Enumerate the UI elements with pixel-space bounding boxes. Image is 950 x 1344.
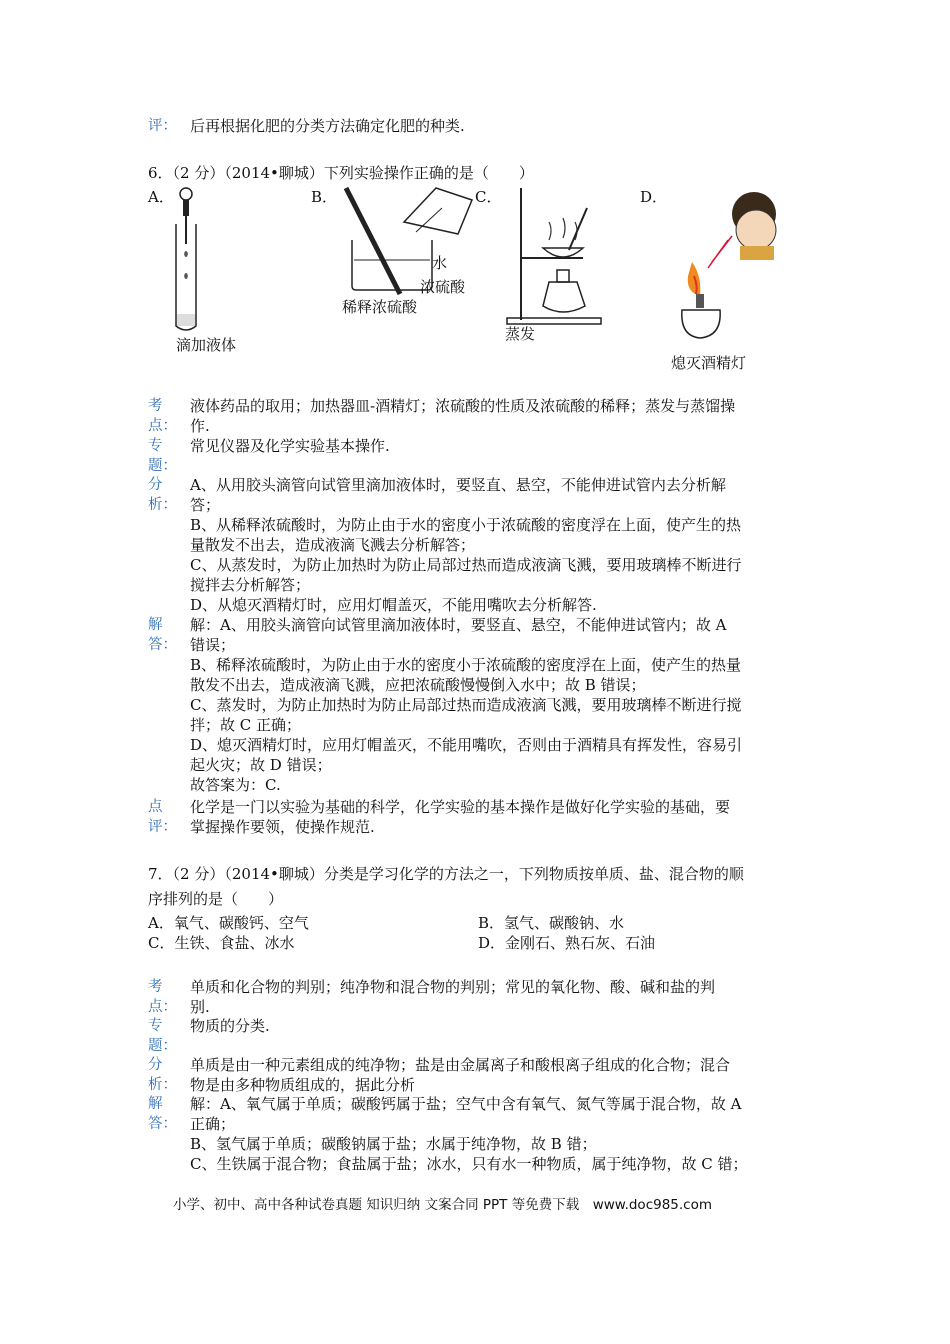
q6-fenxi-line: 搅拌去分析解答； (190, 576, 311, 594)
q6-fenxi-line: A、从用胶头滴管向试管里滴加液体时，要竖直、悬空，不能伸进试管内去分析解 (190, 476, 726, 494)
q6-dianping-line: 化学是一门以实验为基础的科学，化学实验的基本操作是做好化学实验的基础，要 (190, 798, 731, 816)
q6-jieda-label: 解答： (148, 617, 177, 653)
q6-option-b-letter: B． (311, 188, 338, 206)
q7-stem-line: 7．（2 分）（2014•聊城）分类是学习化学的方法之一，下列物质按单质、盐、混合物的顺 (148, 865, 744, 883)
q6-jieda-line: 散发不出去，造成液滴飞溅，应把浓硫酸慢慢倒入水中；故 B 错误； (190, 676, 646, 694)
q7-option-d: D．金刚石、熟石灰、石油 (478, 934, 656, 952)
q7-zhuanti-label: 专题： (148, 1018, 177, 1054)
dropper-testtube-figure (168, 186, 208, 336)
q6-fenxi-line: C、从蒸发时，为防止加热时为防止局部过热而造成液滴飞溅，要用玻璃棒不断进行 (190, 556, 742, 574)
figure-b-caption: 稀释浓硫酸 (342, 298, 418, 316)
q6-jieda-line: C、蒸发时，为防止加热时为防止局部过热而造成液滴飞溅，要用玻璃棒不断进行搅 (190, 696, 742, 714)
q6-fenxi-line: B、从稀释浓硫酸时，为防止由于水的密度小于浓硫酸的密度浮在上面，使产生的热 (190, 516, 742, 534)
q6-dianping-label: 点评： (148, 799, 177, 835)
q6-dianping-line: 掌握操作要领，使操作规范. (190, 818, 375, 836)
q6-kaodian-line: 作. (190, 417, 210, 435)
q7-jieda-line: C、生铁属于混合物；食盐属于盐；冰水，只有水一种物质，属于纯净物，故 C 错； (190, 1155, 748, 1173)
q7-stem-line: 序排列的是（ ） (148, 890, 284, 908)
q6-kaodian-line: 液体药品的取用；加热器皿-酒精灯；浓硫酸的性质及浓硫酸的稀释；蒸发与蒸馏操 (190, 397, 736, 415)
q6-jieda-line: B、稀释浓硫酸时，为防止由于水的密度小于浓硫酸的密度浮在上面，使产生的热量 (190, 656, 742, 674)
figure-c-caption: 蒸发 (505, 325, 536, 343)
q7-jieda-line: 正确； (190, 1115, 236, 1133)
acid-label: 浓硫酸 (420, 278, 466, 296)
q6-fenxi-line: D、从熄灭酒精灯时，应用灯帽盖灭，不能用嘴吹去分析解答. (190, 596, 597, 614)
figure-d-caption: 熄灭酒精灯 (671, 354, 747, 372)
q6-zhuanti-line: 常见仪器及化学实验基本操作. (190, 437, 390, 455)
q6-option-c-letter: C． (475, 188, 502, 206)
page-footer: 小学、初中、高中各种试卷真题 知识归纳 文案合同 PPT 等免费下载 www.doc985.com (173, 1197, 713, 1213)
q7-zhuanti-line: 物质的分类. (190, 1017, 270, 1035)
q7-kaodian-line: 别. (190, 998, 210, 1016)
water-label: 水 (432, 254, 448, 272)
q7-option-c: C．生铁、食盐、冰水 (148, 934, 295, 952)
figure-a-caption: 滴加液体 (176, 336, 237, 354)
q7-jieda-line: 解：A、氧气属于单质；碳酸钙属于盐；空气中含有氧气、氮气等属于混合物，故 A (190, 1095, 742, 1113)
q6-jieda-line: 解：A、用胶头滴管向试管里滴加液体时，要竖直、悬空，不能伸进试管内；故 A (190, 616, 727, 634)
q7-jieda-line: B、氢气属于单质；碳酸钠属于盐；水属于纯净物，故 B 错； (190, 1135, 597, 1153)
q6-option-d-letter: D． (640, 188, 668, 206)
comment-label: 评： (148, 118, 177, 134)
q6-kaodian-label: 考点： (148, 398, 177, 434)
q7-kaodian-line: 单质和化合物的判别；纯净物和混合物的判别；常见的氧化物、酸、碱和盐的判 (190, 978, 716, 996)
q6-fenxi-line: 量散发不出去，造成液滴飞溅去分析解答； (190, 536, 476, 554)
blow-out-lamp-figure (672, 186, 782, 346)
q6-jieda-line: 起火灾；故 D 错误； (190, 756, 332, 774)
q6-stem: 6．（2 分）（2014•聊城）下列实验操作正确的是（ ） (148, 164, 534, 182)
comment-text: 后再根据化肥的分类方法确定化肥的种类. (190, 117, 465, 135)
q7-fenxi-label: 分析： (148, 1057, 177, 1093)
q6-jieda-line: D、熄灭酒精灯时，应用灯帽盖灭，不能用嘴吹，否则由于酒精具有挥发性，容易引 (190, 736, 743, 754)
q6-jieda-line: 拌；故 C 正确； (190, 716, 302, 734)
q7-option-b: B．氢气、碳酸钠、水 (478, 914, 625, 932)
q7-kaodian-label: 考点： (148, 979, 177, 1015)
q7-fenxi-line: 单质是由一种元素组成的纯净物；盐是由金属离子和酸根离子组成的化合物；混合 (190, 1056, 731, 1074)
q7-option-a: A．氧气、碳酸钙、空气 (148, 914, 309, 932)
q6-fenxi-line: 答； (190, 496, 221, 514)
q6-zhuanti-label: 专题： (148, 438, 177, 474)
q7-fenxi-line: 物是由多种物质组成的，据此分析 (190, 1076, 416, 1094)
q6-option-a-letter: A． (148, 188, 174, 206)
q7-jieda-label: 解答： (148, 1096, 177, 1132)
q6-jieda-line: 故答案为：C. (190, 776, 281, 794)
q6-jieda-line: 错误； (190, 636, 236, 654)
q6-fenxi-label: 分析： (148, 477, 177, 513)
evaporation-figure (505, 186, 610, 326)
